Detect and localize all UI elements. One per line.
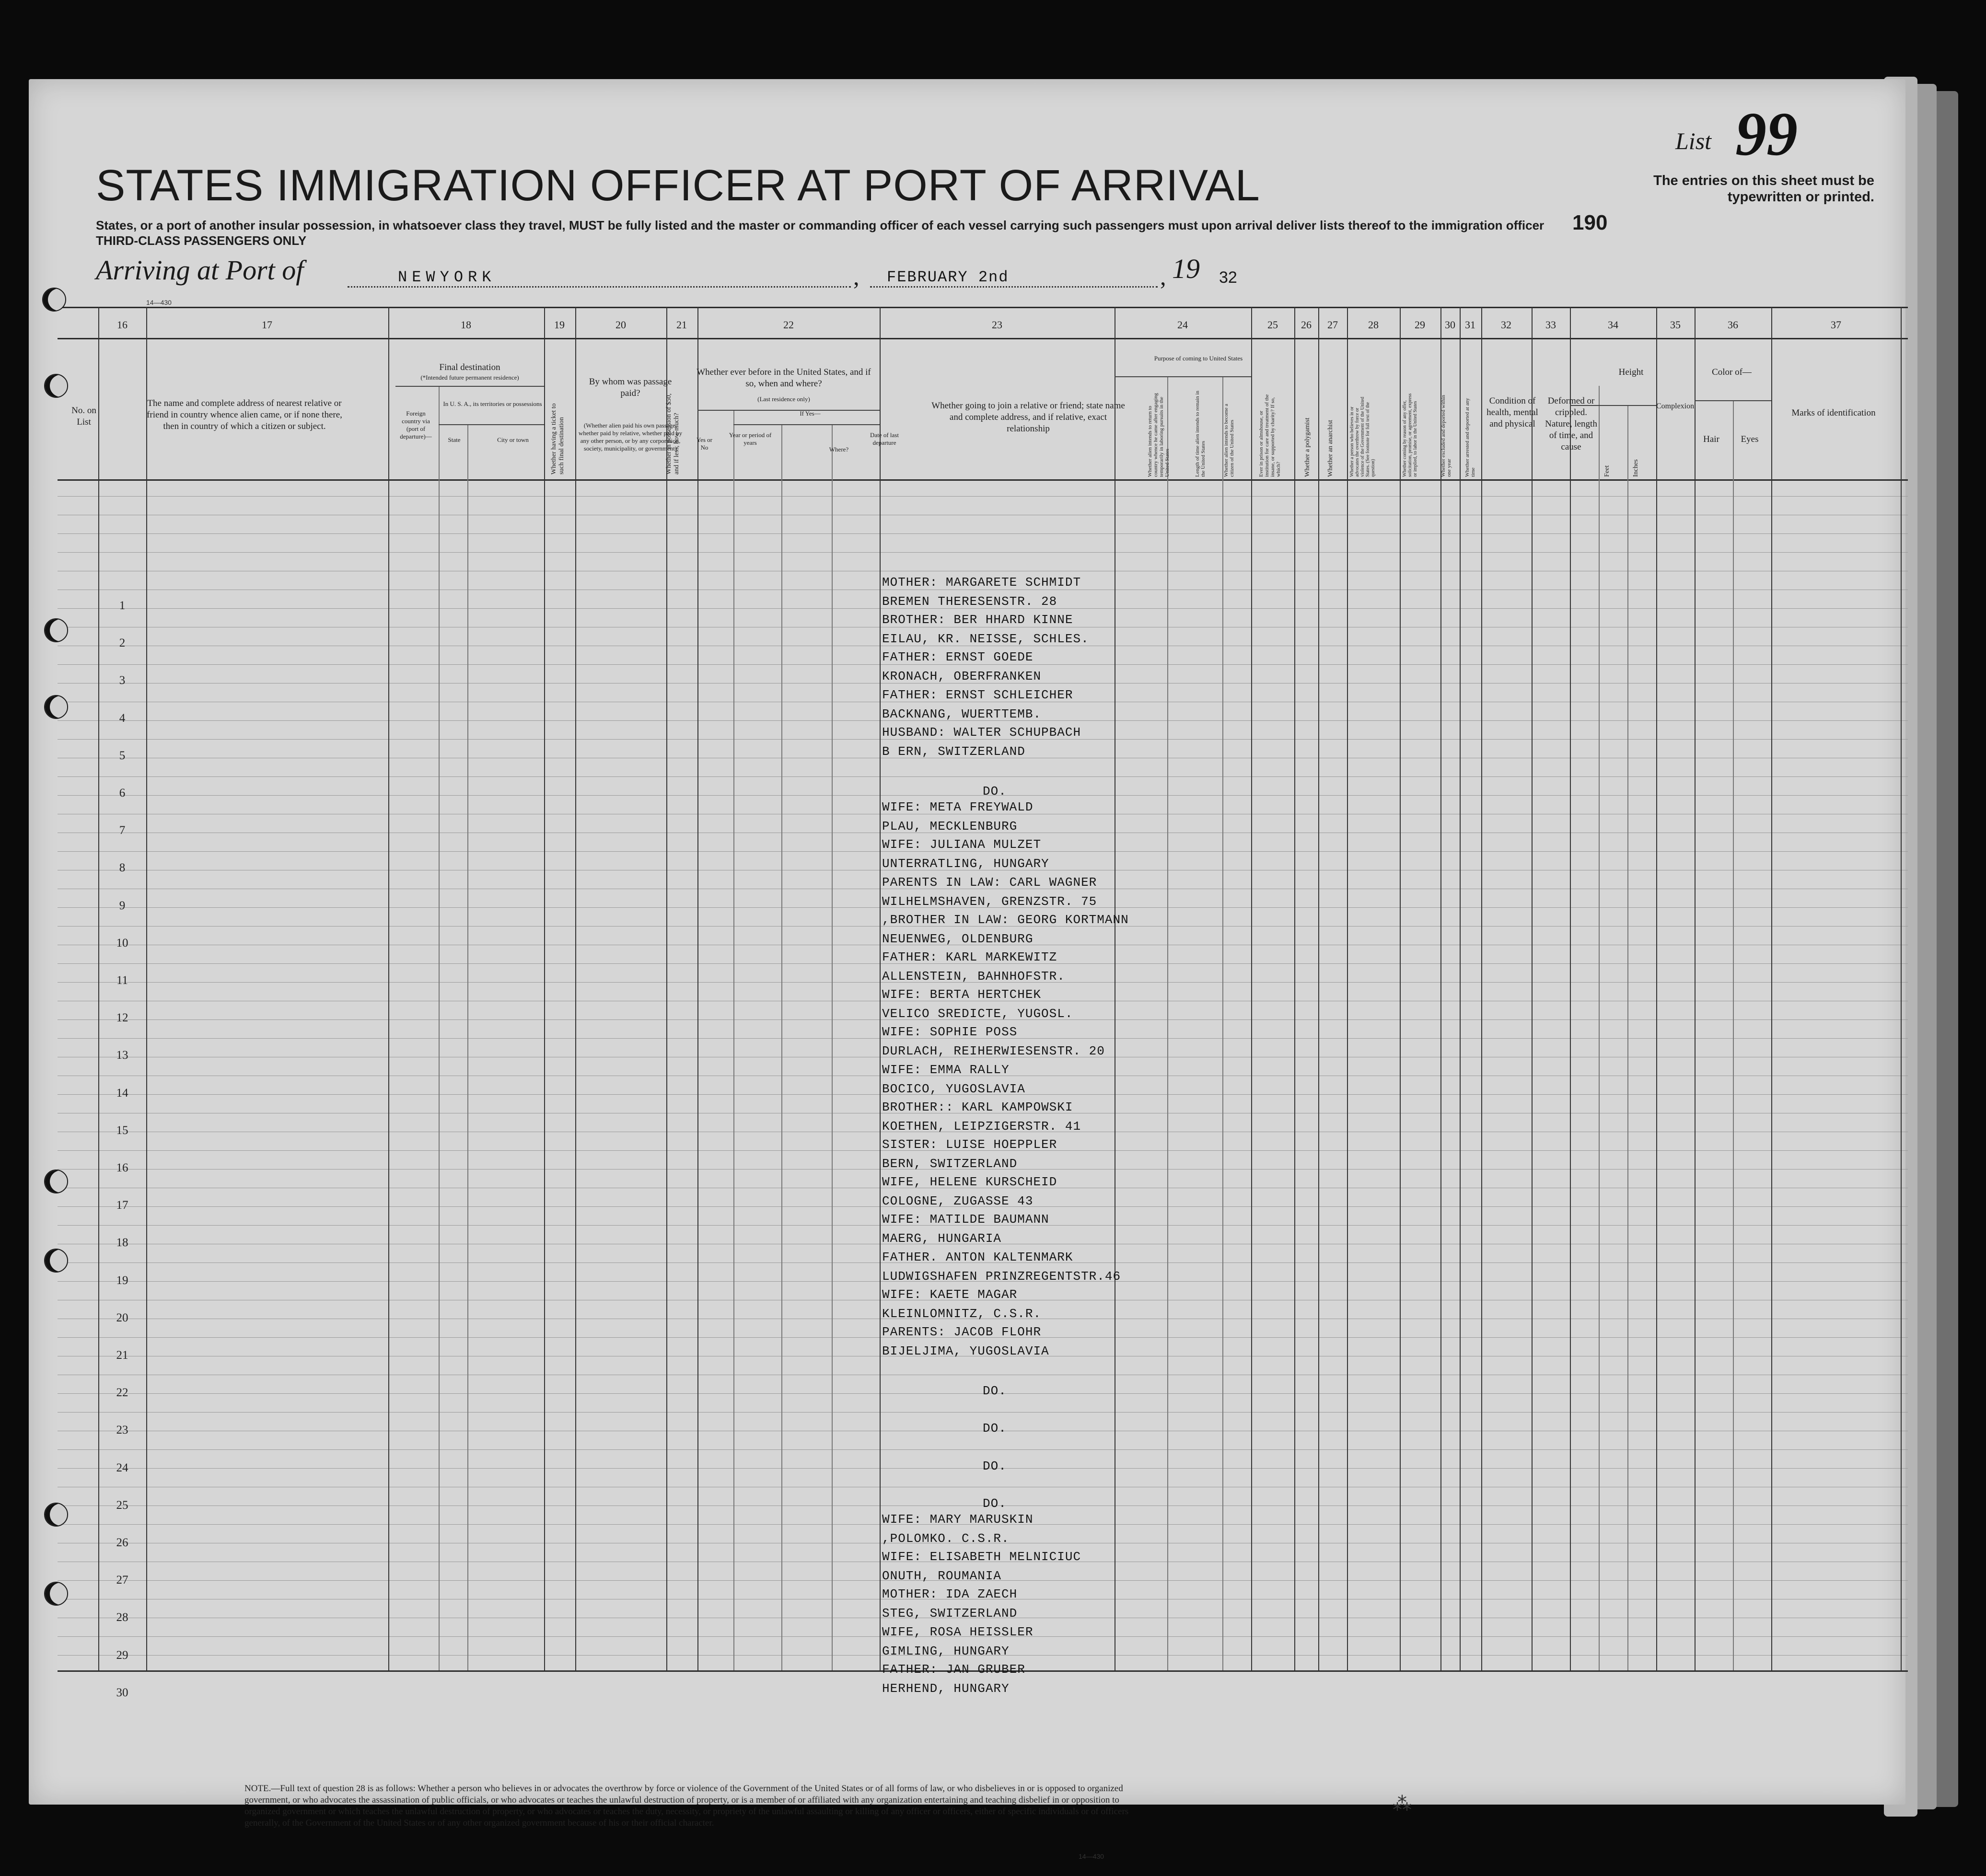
row-number: 13 (116, 1049, 128, 1062)
column-line (1222, 376, 1223, 1670)
relative-entry: DO. (983, 1459, 1007, 1473)
row-number: 19 (116, 1274, 128, 1287)
arrival-date: FEBRUARY 2nd (887, 268, 1009, 286)
row-number: 20 (116, 1311, 128, 1324)
port-dotted-line (348, 286, 851, 288)
column-number: 16 (117, 319, 128, 331)
row-number: 8 (119, 861, 126, 875)
relative-entry: WIFE: META FREYWALD PLAU, MECKLENBURG (882, 800, 1034, 834)
subheader-line (439, 424, 544, 425)
row-number: 26 (116, 1536, 128, 1549)
relative-entry: HUSBAND: WALTER SCHUPBACH B ERN, SWITZERLAND (882, 725, 1081, 759)
instruction-text: States, or a port of another insular possession, in whatsoever class they travel, MUST be fully listed and the master or commanding officer of each vessel carrying such passengers must upon arrival deliver lists thereof to the immigration officer (96, 218, 1545, 232)
relative-entry: WIFE: JULIANA MULZET UNTERRATLING, HUNGARY (882, 837, 1049, 871)
row-number: 16 (116, 1161, 128, 1174)
column-line (1901, 307, 1902, 1670)
relative-entry: WIFE: SOPHIE POSS DURLACH, REIHERWIESENSTR. 20 (882, 1025, 1105, 1059)
column-number: 35 (1670, 319, 1681, 331)
relative-entry: FATHER. ANTON KALTENMARK LUDWIGSHAFEN PRINZREGENTSTR.46 (882, 1250, 1121, 1284)
row-number: 10 (116, 936, 128, 950)
header-years: Year or period of years (729, 431, 772, 446)
header-inches: Inches (1632, 459, 1639, 477)
header-bottom-border (58, 479, 1908, 481)
separator: , (1160, 263, 1166, 290)
row-number: 1 (119, 599, 126, 612)
column-line (832, 424, 833, 1670)
header-height: Height (1618, 367, 1644, 377)
column-line (1440, 307, 1441, 1670)
manifest-sheet (29, 79, 1905, 1860)
column-number: 30 (1445, 319, 1455, 331)
column-number-border (58, 338, 1908, 339)
ruled-line (58, 1449, 1908, 1450)
row-number: 24 (116, 1461, 128, 1474)
column-line (467, 424, 468, 1670)
relative-entry: SISTER: LUISE HOEPPLER BERN, SWITZERLAND (882, 1137, 1057, 1171)
column-number: 20 (616, 319, 626, 331)
sheet-number: 190 (1572, 211, 1608, 234)
row-number: 21 (116, 1349, 128, 1362)
arriving-label: Arriving at Port of (96, 255, 304, 286)
port-of-arrival: NEWYORK (398, 268, 496, 286)
column-line (1481, 307, 1482, 1670)
column-number: 32 (1501, 319, 1511, 331)
year-suffix: 32 (1219, 268, 1237, 287)
row-number: 12 (116, 1011, 128, 1025)
column-line (1656, 307, 1657, 1670)
header-purpose-a: Whether alien intends to return to country whence he came after engaging temporarily in laboring pursuits in the United States (1147, 393, 1170, 477)
binder-hole (44, 1503, 68, 1527)
relative-entry: DO. (983, 1496, 1007, 1511)
relative-entry: DO. (983, 784, 1007, 799)
row-number: 27 (116, 1574, 128, 1587)
header-state: State (448, 436, 461, 443)
relative-entry: BROTHER:: KARL KAMPOWSKI KOETHEN, LEIPZIGERSTR. 41 (882, 1100, 1081, 1134)
header-final-destination: Final destination (439, 362, 500, 372)
column-line (1294, 307, 1295, 1670)
relative-entry: PARENTS IN LAW: CARL WAGNER WILHELMSHAVEN, GRENZSTR. 75 (882, 875, 1097, 909)
ink-mark: ⁂ (1393, 1793, 1412, 1815)
column-line (733, 410, 734, 1670)
column-number: 37 (1831, 319, 1841, 331)
row-number: 18 (116, 1236, 128, 1250)
subheader-line (1115, 376, 1251, 377)
column-line (1347, 307, 1348, 1670)
header-eyes: Eyes (1741, 434, 1759, 444)
relative-entry: PARENTS: JACOB FLOHR BIJELJIMA, YUGOSLAVIA (882, 1325, 1049, 1358)
relative-entry: WIFE, HELENE KURSCHEID COLOGNE, ZUGASSE 43 (882, 1175, 1057, 1209)
row-number: 11 (116, 974, 128, 987)
header-usa: In U. S. A., its territories or possessions (443, 400, 542, 407)
column-line (98, 307, 99, 1670)
list-label: List (1675, 127, 1712, 154)
header-foreign-country: Foreign country via (port of departure)— (400, 410, 432, 440)
header-marks: Marks of identification (1791, 408, 1876, 418)
binder-hole (44, 695, 68, 719)
relative-entry: WIFE: MARY MARUSKIN ,POLOMKO. C.S.R. (882, 1512, 1034, 1546)
column-number: 31 (1465, 319, 1475, 331)
subheader-line (1695, 400, 1771, 401)
column-number: 29 (1415, 319, 1425, 331)
header-ever-in-us: Whether ever before in the United States, and if so, when and where? (697, 367, 871, 389)
row-number: 14 (116, 1086, 128, 1100)
header-excluded: Whether excluded and deported within one year (1440, 394, 1452, 477)
column-line (1733, 400, 1734, 1670)
header-polygamist: Whether a polygamist (1304, 417, 1311, 477)
relative-entry: FATHER: JAN GRUBER HERHEND, HUNGARY (882, 1662, 1025, 1696)
column-number: 17 (262, 319, 272, 331)
header-if-yes: If Yes— (800, 410, 821, 417)
year-prefix: 19 (1172, 253, 1200, 284)
header-city: City or town (497, 436, 529, 443)
form-code: 14—430 (146, 299, 172, 306)
header-prison: Ever in prison or almshouse, or institution for care and treatment of the insane, or supported by charity? If so, which? (1258, 394, 1281, 477)
column-number: 24 (1177, 319, 1188, 331)
row-number: 3 (119, 674, 126, 687)
column-number: 34 (1608, 319, 1618, 331)
column-line (880, 307, 881, 1670)
column-line (1532, 307, 1533, 1670)
column-number: 19 (554, 319, 565, 331)
header-join-relative: Whether going to join a relative or friend; state name and complete address, and if relative, exact relationship (931, 401, 1125, 434)
ruled-line (58, 552, 1908, 553)
column-number: 18 (461, 319, 471, 331)
binder-hole (44, 1249, 68, 1273)
row-number: 4 (119, 711, 126, 725)
relative-entry: FATHER: ERNST GOEDE KRONACH, OBERFRANKEN (882, 650, 1042, 684)
header-ever-in-us-note: (Last residence only) (757, 395, 810, 403)
header-nearest-relative: The name and complete address of nearest relative or friend in country whence alien came, or if none there, then in country of which a citizen or subject. (147, 398, 342, 431)
row-number: 23 (116, 1424, 128, 1437)
header-final-destination-note: (*Intended future permanent residence) (420, 374, 519, 381)
ruled-line (58, 1412, 1908, 1413)
binder-hole (44, 374, 68, 398)
column-number: 22 (783, 319, 794, 331)
column-number: 27 (1327, 319, 1338, 331)
footnote: NOTE.—Full text of question 28 is as follows: Whether a person who believes in or advocates the overthrow by force or violence of the Government of the United States or of all forms of law, or who disbelieves in or is opposed to organized government, or who advocates the assassination of public officials, or who advocates or teaches the unlawful destruction of property, or is a member of or affiliated with any organization entertaining and teaching disbelief in or opposition to organized government or which teaches the unlawful destruction of property, or who advocates or teaches the duty, necessity, or propriety of the unlawful assaulting or killing of any officer or officers, either of specific individuals or of officers generally, of the Government of the United States or of any other organized government because of his or their official character. (244, 1783, 1129, 1828)
column-line (1400, 307, 1401, 1670)
ruled-line (58, 496, 1908, 497)
column-line (1460, 307, 1461, 1670)
relative-entry: FATHER: ERNST SCHLEICHER BACKNANG, WUERTTEMB. (882, 687, 1073, 721)
column-line (1599, 386, 1600, 1670)
column-number: 36 (1728, 319, 1738, 331)
row-number: 25 (116, 1498, 128, 1512)
list-number: 99 (1735, 100, 1798, 169)
header-date-departure: Date of last departure (870, 431, 899, 446)
subheader-line (395, 386, 544, 387)
relative-entry: WIFE, ROSA HEISSLER GIMLING, HUNGARY (882, 1624, 1034, 1658)
row-number: 15 (116, 1123, 128, 1137)
binder-hole (44, 1170, 68, 1193)
header-purpose-c: Whether alien intends to become a citizen of the United States (1223, 404, 1235, 477)
row-number: 6 (119, 787, 126, 799)
relative-entry: ,BROTHER IN LAW: GEORG KORTMANN NEUENWEG, OLDENBURG (882, 912, 1129, 946)
column-number: 23 (992, 319, 1002, 331)
row-number: 17 (116, 1199, 128, 1212)
column-number: 25 (1267, 319, 1278, 331)
relative-entry: WIFE: KAETE MAGAR KLEINLOMNITZ, C.S.R. (882, 1287, 1042, 1321)
column-number: 21 (676, 319, 687, 331)
column-line (1251, 307, 1252, 1670)
date-dotted-line (870, 286, 1158, 288)
binder-hole (42, 288, 66, 312)
column-number: 26 (1301, 319, 1312, 331)
table-top-border (58, 307, 1908, 308)
form-code: 14—430 (1079, 1853, 1104, 1860)
header-health: Condition of health, mental and physical (1487, 396, 1538, 429)
header-purpose-b: Length of time alien intends to remain in the United States (1195, 391, 1206, 477)
header-passage-paid: By whom was passage paid? (589, 377, 672, 398)
header-deformed: Deformed or crippled. Nature, length of time, and cause (1545, 396, 1597, 452)
column-line (146, 307, 147, 1670)
row-number: 7 (119, 824, 126, 837)
separator: , (853, 263, 859, 290)
row-number: 9 (119, 899, 126, 912)
row-number: 2 (119, 637, 126, 650)
column-line (575, 307, 576, 1670)
column-number: 28 (1368, 319, 1379, 331)
column-line (1167, 376, 1168, 1670)
column-line (544, 307, 545, 1670)
header-where: Where? (829, 446, 849, 453)
row-number: 29 (116, 1648, 128, 1662)
column-line (781, 424, 782, 1670)
header-purpose: Purpose of coming to United States (1154, 355, 1243, 362)
relative-entry: WIFE: BERTA HERTCHEK VELICO SREDICTE, YUGOSL. (882, 987, 1073, 1021)
header-complexion: Complexion (1656, 402, 1695, 410)
column-number: 33 (1545, 319, 1556, 331)
subheader-line (733, 424, 880, 425)
relative-entry: FATHER: KARL MARKEWITZ ALLENSTEIN, BAHNHOFSTR. (882, 950, 1065, 984)
header-labor-offer: Whether coming by reason of any offer, solicitation, promise, or agreement, express or implied, to labor in the United States (1402, 393, 1418, 477)
passenger-class-text: THIRD-CLASS PASSENGERS ONLY (96, 233, 307, 248)
relative-entry: DO. (983, 1384, 1007, 1399)
header-hair: Hair (1703, 434, 1719, 444)
column-line (666, 307, 667, 1670)
column-line (1771, 307, 1772, 1670)
page-title: STATES IMMIGRATION OFFICER AT PORT OF ARRIVAL (96, 161, 1260, 210)
header-arrested: Whether arrested and deported at any time (1464, 398, 1476, 477)
binder-hole (44, 1582, 68, 1606)
header-anarchist: Whether an anarchist (1327, 420, 1334, 477)
relative-entry: BROTHER: BER HHARD KINNE EILAU, KR. NEISSE, SCHLES. (882, 613, 1089, 647)
ruled-line (58, 533, 1908, 534)
header-list-number: No. on List (71, 405, 96, 427)
column-line (388, 307, 389, 1670)
typewritten-note: The entries on this sheet must be typewritten or printed. (1653, 173, 1874, 205)
relative-entry: MOTHER: MARGARETE SCHMIDT BREMEN THERESENSTR. 28 (882, 575, 1081, 609)
row-number: 22 (116, 1386, 128, 1400)
row-number: 28 (116, 1611, 128, 1624)
header-feet: Feet (1603, 465, 1611, 477)
row-number: 30 (116, 1686, 128, 1699)
relative-entry: WIFE: ELISABETH MELNICIUC ONUTH, ROUMANIA (882, 1550, 1081, 1584)
column-line (439, 386, 440, 1670)
binder-hole (44, 618, 68, 642)
header-color: Color of— (1712, 367, 1752, 377)
relative-entry: WIFE: MATILDE BAUMANN MAERG, HUNGARIA (882, 1212, 1049, 1246)
header-overthrow: Whether a person who believes in or advocates the overthrow by force or violence of the Government of the United States. (See footnote for full text of the question) (1349, 396, 1376, 477)
header-passage-paid-note: (Whether alien paid his own passage, whether paid by relative, whether paid by any other person, or by any corporation, society, municipality, or government) (578, 422, 683, 452)
column-line (1627, 405, 1628, 1670)
ruled-line (58, 776, 1908, 777)
row-number: 5 (119, 749, 126, 762)
column-line (697, 307, 698, 1670)
column-line (1695, 307, 1696, 1670)
header-yes-or-no: Yes or No (697, 436, 712, 451)
header-fifty-dollars: Whether in possession of $50, and if less, how much? (665, 393, 680, 475)
relative-entry: DO. (983, 1421, 1007, 1436)
column-line (1318, 307, 1319, 1670)
header-ticket: Whether having a ticket to such final destination (550, 403, 565, 475)
column-line (1570, 307, 1571, 1670)
relative-entry: WIFE: EMMA RALLY BOCICO, YUGOSLAVIA (882, 1062, 1025, 1096)
relative-entry: MOTHER: IDA ZAECH STEG, SWITZERLAND (882, 1587, 1018, 1621)
